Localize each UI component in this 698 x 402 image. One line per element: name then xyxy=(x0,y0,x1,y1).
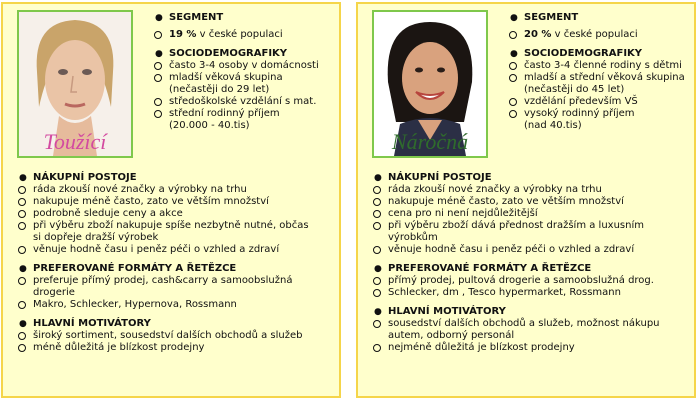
list-item: mladší věková skupina xyxy=(153,72,343,84)
segment-name-label: Náročná xyxy=(391,129,469,154)
segment-share xyxy=(508,29,698,41)
preferred-formats-heading: ● PREFEROVANÉ FORMÁTY A ŘETĚZCE xyxy=(372,263,692,275)
list-item: sousedství dalších obchodů a služeb, možnost nákupu xyxy=(372,318,692,330)
list-item: ráda zkouší nové značky a výrobky na trhu xyxy=(372,184,692,196)
segment-name-label: Toužící xyxy=(43,129,107,154)
list-item: vzdělání především VŠ xyxy=(508,96,698,108)
list-item: vysoký rodinný příjem xyxy=(508,108,698,120)
list-item: méně důležitá je blízkost prodejny xyxy=(17,342,337,354)
segment-share xyxy=(153,29,343,41)
list-item: při výběru zboží nakupuje spíše nezbytně nutné, občas xyxy=(17,220,337,232)
buying-attitudes-heading: ● NÁKUPNÍ POSTOJE xyxy=(17,172,337,184)
segment-card-touzici xyxy=(1,2,341,398)
portrait-photo xyxy=(372,10,488,158)
preferred-formats-heading: ● PREFEROVANÉ FORMÁTY A ŘETĚZCE xyxy=(17,263,337,275)
list-item: věnuje hodně času i peněz péči o vzhled a zdraví xyxy=(17,244,337,256)
sociodemographics-heading: ● SOCIODEMOGRAFIKY xyxy=(508,48,698,60)
list-item-continuation: (20.000 - 40.tis) xyxy=(169,120,250,131)
sociodemographics-heading: ● SOCIODEMOGRAFIKY xyxy=(153,48,343,60)
main-motivators-heading: ● HLAVNÍ MOTIVÁTORY xyxy=(17,318,337,330)
list-item: středoškolské vzdělání s mat. xyxy=(153,96,343,108)
list-item: nakupuje méně často, zato ve větším množství xyxy=(372,196,692,208)
details-section xyxy=(372,172,692,354)
list-item: věnuje hodně času i peněz péči o vzhled a zdraví xyxy=(372,244,692,256)
list-item-continuation: si dopřeje dražší výrobek xyxy=(33,232,159,243)
list-item: při výběru zboží dává přednost dražším a luxusním xyxy=(372,220,692,232)
list-item: nejméně důležitá je blízkost prodejny xyxy=(372,342,692,354)
list-item: přímý prodej, pultová drogerie a samoobslužná drog. xyxy=(372,275,692,287)
segment-section xyxy=(508,12,698,132)
segment-heading: ● SEGMENT xyxy=(508,12,698,24)
list-item: často 3-4 členné rodiny s dětmi xyxy=(508,60,698,72)
main-motivators-heading: ● HLAVNÍ MOTIVÁTORY xyxy=(372,306,692,318)
list-item: Schlecker, dm , Tesco hypermarket, Rossmann xyxy=(372,287,692,299)
list-item: preferuje přímý prodej, cash&carry a samoobslužná drogerie xyxy=(17,275,337,299)
list-item: Makro, Schlecker, Hypernova, Rossmann xyxy=(17,299,337,311)
list-item: často 3-4 osoby v domácnosti xyxy=(153,60,343,72)
list-item-continuation: výrobkům xyxy=(388,232,438,243)
segment-percent: 19 % xyxy=(169,29,197,40)
list-item-continuation: (nečastěji do 29 let) xyxy=(169,84,270,95)
portrait-photo xyxy=(17,10,133,158)
list-item: široký sortiment, sousedství dalších obchodů a služeb xyxy=(17,330,337,342)
segment-percent-rest: v české populaci xyxy=(551,29,638,40)
list-item: podrobně sleduje ceny a akce xyxy=(17,208,337,220)
list-item-continuation: autem, odborný personál xyxy=(388,330,515,341)
list-item: mladší a střední věková skupina xyxy=(508,72,698,84)
list-item: ráda zkouší nové značky a výrobky na trhu xyxy=(17,184,337,196)
list-item: střední rodinný příjem xyxy=(153,108,343,120)
segment-percent-rest: v české populaci xyxy=(196,29,283,40)
details-section xyxy=(17,172,337,354)
segment-heading: ● SEGMENT xyxy=(153,12,343,24)
list-item-continuation: (nad 40.tis) xyxy=(524,120,582,131)
list-item-continuation: (nečastěji do 45 let) xyxy=(524,84,625,95)
segment-percent: 20 % xyxy=(524,29,552,40)
segment-section xyxy=(153,12,343,132)
list-item: cena pro ni není nejdůležitější xyxy=(372,208,692,220)
list-item: nakupuje méně často, zato ve větším množství xyxy=(17,196,337,208)
buying-attitudes-heading: ● NÁKUPNÍ POSTOJE xyxy=(372,172,692,184)
segment-card-narocna xyxy=(356,2,696,398)
